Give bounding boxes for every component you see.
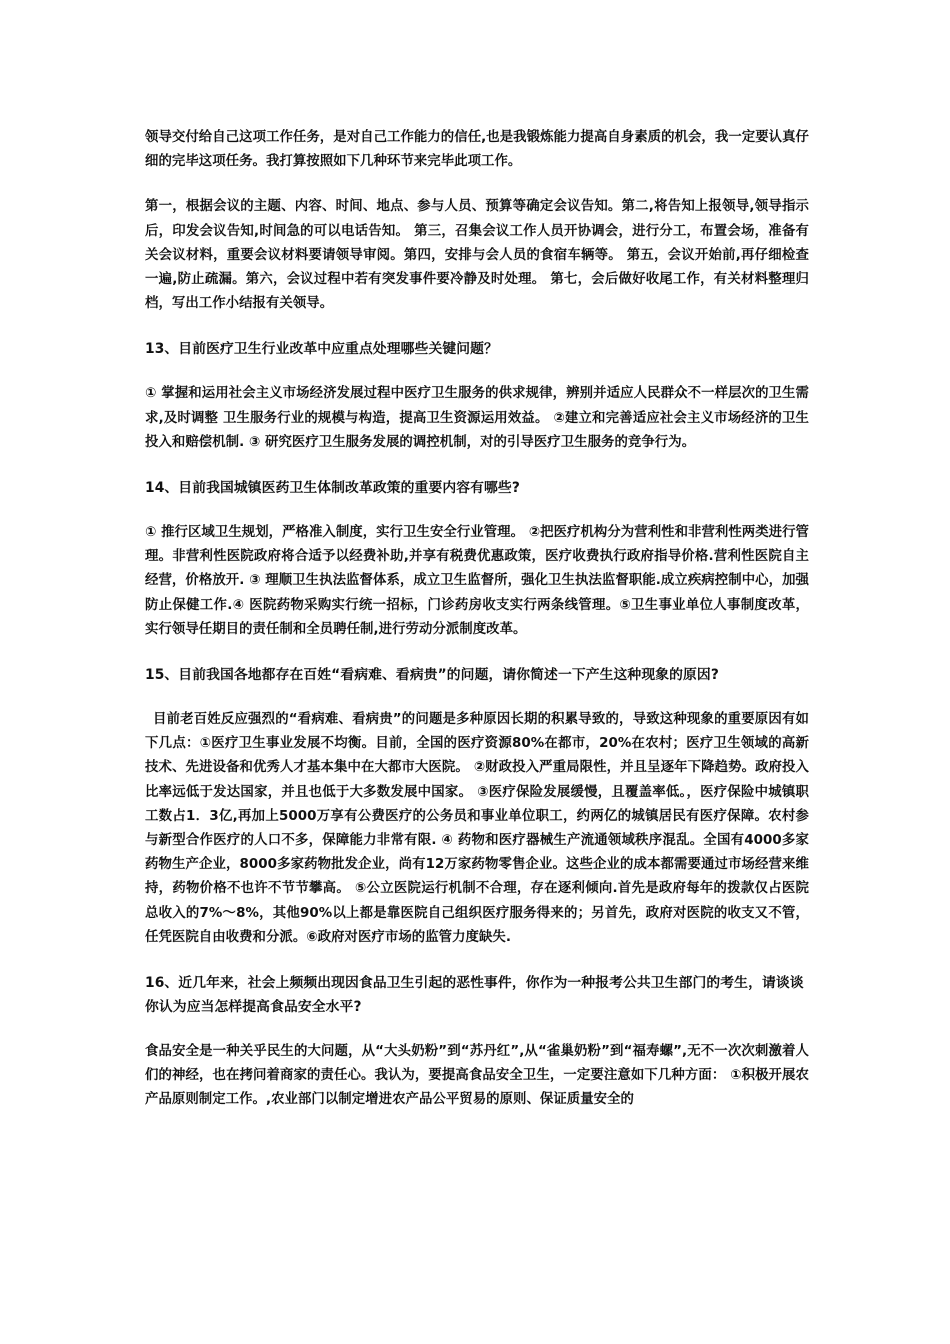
document-body xyxy=(145,126,809,1134)
question-14-answer: ① 推行区域卫生规划，严格准入制度，实行卫生安全行业管理。 ②把医疗机构分为营利性和非营利性两类进行管理。非营利性医院政府将合适予以经费补助,并享有税费优惠政策，医疗收费执行政府指导价格.营利性医院自主经营，价格放开. ③ 理顺卫生执法监督体系，成立卫生监督所，强化卫生执法监督职能.成立疾病控制中心，加强防止保健工作.④ 医院药物采购实行统一招标，门诊药房收支实行两条线管理。⑤卫生事业单位人事制度改革，实行领导任期目的责任制和全员聘任制,进行劳动分派制度改革。 xyxy=(145,525,809,637)
question-13-heading: 13、目前医疗卫生行业改革中应重点处理哪些关键问题？ xyxy=(145,341,498,358)
question-15-answer: 目前老百姓反应强烈的“看病难、看病贵”的问题是多种原因长期的积累导致的，导致这种现象的重要原因有如下几点：①医疗卫生事业发展不均衡。目前，全国的医疗资源80%在都市，20%在农村；医疗卫生领域的高新技术、先进设备和优秀人才基本集中在大都市大医院。 ②财政投入严重局限性，并且呈逐年下降趋势。政府投入比率远低于发达国家，并且也低于大多数发展中国家。 ③医疗保险发展缓慢，且覆盖率低。，医疗保险中城镇职工数占1．3亿,再加上5000万享有公费医疗的公务员和事业单位职工，约两亿的城镇居民有医疗保障。农村参与新型合作医疗的人口不多，保障能力非常有限. ④ 药物和医疗器械生产流通领域秩序混乱。全国有4000多家药物生产企业，8000多家药物批发企业，尚有12万家药物零售企业。这些企业的成本都需要通过市场经营来维持，药物价格不也许不节节攀高。 ⑤公立医院运行机制不合理，存在逐利倾向.首先是政府每年的拨款仅占医院总收入的7%～8%，其他90%以上都是靠医院自己组织医疗服务得来的；另首先，政府对医院的收支又不管，任凭医院自由收费和分派。⑥政府对医疗市场的监管力度缺失. xyxy=(145,712,809,945)
intro-paragraph: 领导交付给自己这项工作任务，是对自己工作能力的信任,也是我锻炼能力提高自身素质的机会，我一定要认真仔细的完毕这项任务。我打算按照如下几种环节来完毕此项工作。 xyxy=(145,130,809,170)
question-15-heading: 15、目前我国各地都存在百姓“看病难、看病贵”的问题，请你简述一下产生这种现象的原因? xyxy=(145,667,719,684)
question-16-answer: 食品安全是一种关乎民生的大问题，从“大头奶粉”到“苏丹红”,从“雀巢奶粉”到“福寿螺”,无不一次次刺激着人们的神经，也在拷问着商家的责任心。我认为，要提高食品安全卫生，一定要注意如下几种方面： ①积极开展农产品原则制定工作。,农业部门以制定增进农产品公平贸易的原则、保证质量安全的 xyxy=(145,1044,809,1108)
meeting-steps-paragraph: 第一，根据会议的主题、内容、时间、地点、参与人员、预算等确定会议告知。第二,将告知上报领导,领导指示后，印发会议告知,时间急的可以电话告知。 第三，召集会议工作人员开协调会，进行分工，布置会场，准备有关会议材料，重要会议材料要请领导审阅。第四，安排与会人员的食宿车辆等。 第五，会议开始前,再仔细检查一遍,防止疏漏。第六，会议过程中若有突发事件要冷静及时处理。 第七，会后做好收尾工作，有关材料整理归档，写出工作小结报有关领导。 xyxy=(145,199,809,312)
question-16-heading: 16、近几年来，社会上频频出现因食品卫生引起的恶性事件，你作为一种报考公共卫生部门的考生，请谈谈你认为应当怎样提高食品安全水平? xyxy=(145,975,804,1016)
question-14-heading: 14、目前我国城镇医药卫生体制改革政策的重要内容有哪些? xyxy=(145,480,520,497)
question-13-answer: ① 掌握和运用社会主义市场经济发展过程中医疗卫生服务的供求规律，辨别并适应人民群众不一样层次的卫生需求,及时调整 卫生服务行业的规模与构造，提高卫生资源运用效益。 ②建立和完善适应社会主义市场经济的卫生投入和赔偿机制. ③ 研究医疗卫生服务发展的调控机制，对的引导医疗卫生服务的竞争行为。 xyxy=(145,386,809,450)
